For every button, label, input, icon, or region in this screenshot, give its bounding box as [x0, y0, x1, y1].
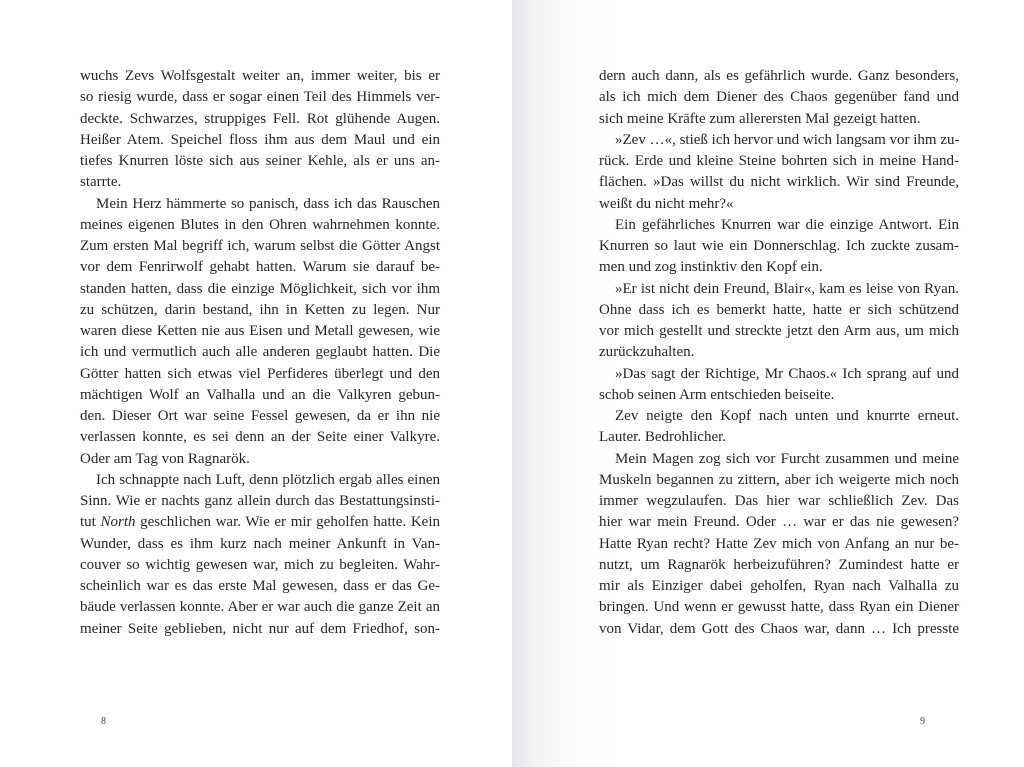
text-line: men und zog instinktiv den Kopf ein.	[599, 259, 823, 276]
text-line: meines eigenen Blutes in den Ohren wahrnehmen konnte.	[80, 216, 440, 233]
text-line: mir als Einziger dabei geholfen, Ryan nach Valhalla zu	[599, 578, 959, 594]
text-line: standen hatten, dass die einzige Möglichkeit, sich vor ihm	[80, 280, 440, 297]
text-line: rück. Erde und kleine Steine bohrten sich in meine Hand-	[599, 153, 959, 169]
text-line: vor mich gestellt und streckte jetzt den Arm aus, um mich	[599, 323, 959, 339]
text-line: ich und vermutlich auch alle anderen geglaubt hatten. Die	[80, 344, 440, 361]
text-line: nutzt, um Ragnarök herbeizuführen? Zumindest hatte er	[599, 556, 959, 573]
text-line: sich meine Kräfte zum allerersten Mal gezeigt hatten.	[599, 110, 921, 127]
text-line: Hatte Ryan recht? Hatte Zev mich von Anfang an nur be-	[599, 535, 959, 552]
text-line: couver so wichtig gewesen war, mich zu begleiten. Wahr-	[80, 556, 440, 573]
text-line: flächen. »Das willst du nicht wirklich. Wir sind Freunde,	[599, 174, 959, 191]
text-line: vor dem Fenrirwolf gehabt hatten. Warum sie darauf be-	[80, 259, 440, 276]
right-page-number: 9	[920, 716, 925, 727]
left-page-text	[80, 66, 440, 640]
text-line: mächtigen Wolf an Valhalla und an die Valkyren gebun-	[80, 386, 440, 403]
text-line: Wunder, dass es ihm kurz nach meiner Ankunft in Van-	[80, 535, 440, 552]
text-line: Ich schnappte nach Luft, denn plötzlich ergab alles einen	[96, 471, 440, 488]
text-line: so riesig wurde, dass er sogar einen Teil des Himmels ver-	[80, 89, 440, 106]
text-line: Mein Herz hämmerte so panisch, dass ich das Rauschen	[96, 195, 440, 212]
text-line: »Er ist nicht dein Freund, Blair«, kam es leise von Ryan.	[615, 280, 959, 297]
text-line: zu schützen, darin bestand, ihn in Ketten zu legen. Nur	[80, 301, 440, 318]
text-line: scheinlich war es das erste Mal gewesen, dass er das Ge-	[80, 578, 440, 594]
text-line: »Zev …«, stieß ich hervor und wich langsam vor ihm zu-	[615, 131, 960, 148]
text-line: als ich mich dem Diener des Chaos gegenüber fand und	[599, 89, 959, 106]
text-line: Knurren so laut wie ein Donnerschlag. Ich zuckte zusam-	[599, 238, 959, 254]
text-line: bringen. Und wenn er gewusst hatte, dass Ryan ein Diener	[599, 599, 959, 616]
text-line: Zum ersten Mal begriff ich, warum selbst die Götter Angst	[80, 238, 440, 254]
left-page-number: 8	[101, 716, 106, 727]
text-line: tut North geschlichen war. Wie er mir geholfen hatte. Kein	[80, 514, 440, 531]
text-line: immer wegzulaufen. Das hier war schließlich Zev. Das	[599, 493, 959, 509]
text-line: bäude verlassen konnte. Aber er war auch die ganze Zeit an	[80, 599, 440, 616]
text-line: Ohne dass ich es bemerkt hatte, hatte er sich schützend	[599, 301, 959, 318]
text-line: hier war mein Freund. Oder … war er das nie gewesen?	[599, 514, 959, 531]
text-line: Sinn. Wie er nachts ganz allein durch das Bestattungsinsti-	[80, 493, 440, 509]
text-line: Götter hatten sich etwas viel Perfideres überlegt und den	[80, 365, 440, 382]
right-page-text	[599, 66, 959, 640]
text-line: Lauter. Bedrohlicher.	[599, 429, 727, 446]
text-line: Heißer Atem. Speichel floss ihm aus dem Maul und ein	[80, 131, 440, 148]
text-line: Ein gefährliches Knurren war die einzige Antwort. Ein	[615, 216, 959, 233]
text-line: schob seinen Arm entschieden beiseite.	[599, 386, 835, 403]
text-line: wuchs Zevs Wolfsgestalt weiter an, immer weiter, bis er	[80, 68, 440, 84]
text-line: verlassen konnte, es sei denn an der Seite einer Valkyre.	[80, 429, 440, 446]
text-line: Muskeln begannen zu zittern, aber ich weigerte mich noch	[599, 471, 959, 488]
text-line: Mein Magen zog sich vor Furcht zusammen und meine	[615, 450, 959, 467]
text-line: tiefes Knurren löste sich aus seiner Kehle, als er uns an-	[80, 153, 440, 169]
right-page	[512, 0, 1024, 767]
text-line: weißt du nicht mehr?«	[599, 195, 734, 212]
text-line: deckte. Schwarzes, struppiges Fell. Rot glühende Augen.	[80, 110, 440, 127]
text-line: waren diese Ketten nie aus Eisen und Metall gewesen, wie	[80, 323, 440, 339]
text-line: starrte.	[80, 174, 122, 191]
text-line: Oder am Tag von Ragnarök.	[80, 450, 250, 467]
text-line: zurückzuhalten.	[599, 344, 695, 361]
text-line: Zev neigte den Kopf nach unten und knurrte erneut.	[615, 408, 959, 424]
text-line: »Das sagt der Richtige, Mr Chaos.« Ich sprang auf und	[615, 365, 959, 382]
text-line: von Vidar, dem Gott des Chaos war, dann … Ich presste	[599, 620, 959, 637]
text-line: dern auch dann, als es gefährlich wurde. Ganz besonders,	[599, 68, 959, 84]
text-line: meiner Seite geblieben, nicht nur auf dem Friedhof, son-	[80, 620, 440, 637]
text-line: den. Dieser Ort war seine Fessel gewesen, da er ihn nie	[80, 408, 440, 424]
